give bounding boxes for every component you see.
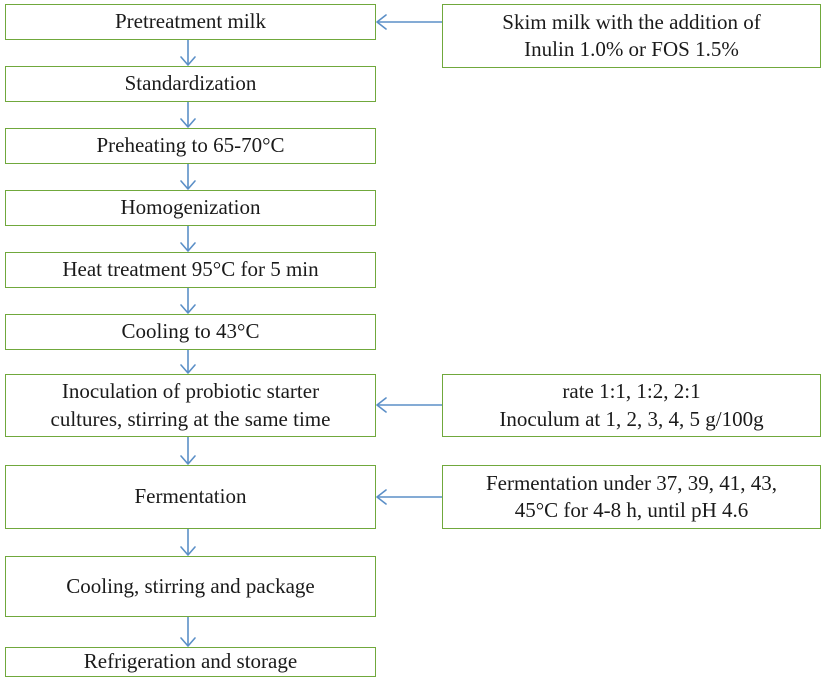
step-refrigeration-storage: [5, 647, 376, 677]
input-line-2: Inoculum at 1, 2, 3, 4, 5 g/100g: [499, 406, 764, 431]
step-standardization: [5, 66, 376, 102]
arrow-down-8: [181, 529, 195, 555]
arrow-down-9: [181, 617, 195, 646]
input-skim-milk: [442, 4, 821, 68]
arrow-left-inoculum: [377, 398, 442, 412]
arrow-down-2: [181, 102, 195, 127]
arrow-left-skim-milk: [377, 15, 442, 29]
arrow-left-fermentation: [377, 490, 442, 504]
step-cooling-stirring-package: [5, 556, 376, 617]
step-label: Heat treatment 95°C for 5 min: [62, 257, 319, 282]
arrow-down-3: [181, 164, 195, 189]
step-label: Homogenization: [120, 195, 261, 220]
step-label: Pretreatment milk: [114, 9, 267, 34]
arrow-down-1: [181, 40, 195, 65]
step-label: Fermentation: [134, 484, 247, 509]
input-fermentation-conditions: [442, 465, 821, 529]
step-label: Refrigeration and storage: [83, 649, 298, 674]
input-line-1: Skim milk with the addition of: [502, 9, 761, 34]
step-fermentation: [5, 465, 376, 529]
step-label: Cooling, stirring and package: [66, 573, 315, 598]
step-label: Standardization: [124, 71, 257, 96]
step-inoculation: [5, 374, 376, 437]
step-label-line-1: Inoculation of probiotic starter: [61, 379, 320, 404]
step-pretreatment-milk: [5, 4, 376, 40]
arrow-down-4: [181, 226, 195, 251]
input-inoculum: [442, 374, 821, 437]
input-line-2: 45°C for 4-8 h, until pH 4.6: [514, 498, 749, 522]
step-preheating: [5, 128, 376, 164]
step-cooling-43: [5, 314, 376, 350]
input-line-1: rate 1:1, 1:2, 2:1: [562, 379, 701, 404]
step-label-line-2: cultures, stirring at the same time: [50, 406, 331, 431]
step-label: Cooling to 43°C: [121, 319, 260, 344]
input-line-1: Fermentation under 37, 39, 41, 43,: [485, 470, 778, 495]
step-label: Preheating to 65-70°C: [96, 133, 285, 158]
step-heat-treatment: [5, 252, 376, 288]
arrow-down-7: [181, 437, 195, 464]
step-homogenization: [5, 190, 376, 226]
input-line-2: Inulin 1.0% or FOS 1.5%: [524, 37, 739, 61]
arrow-down-6: [181, 350, 195, 373]
arrow-down-5: [181, 288, 195, 313]
